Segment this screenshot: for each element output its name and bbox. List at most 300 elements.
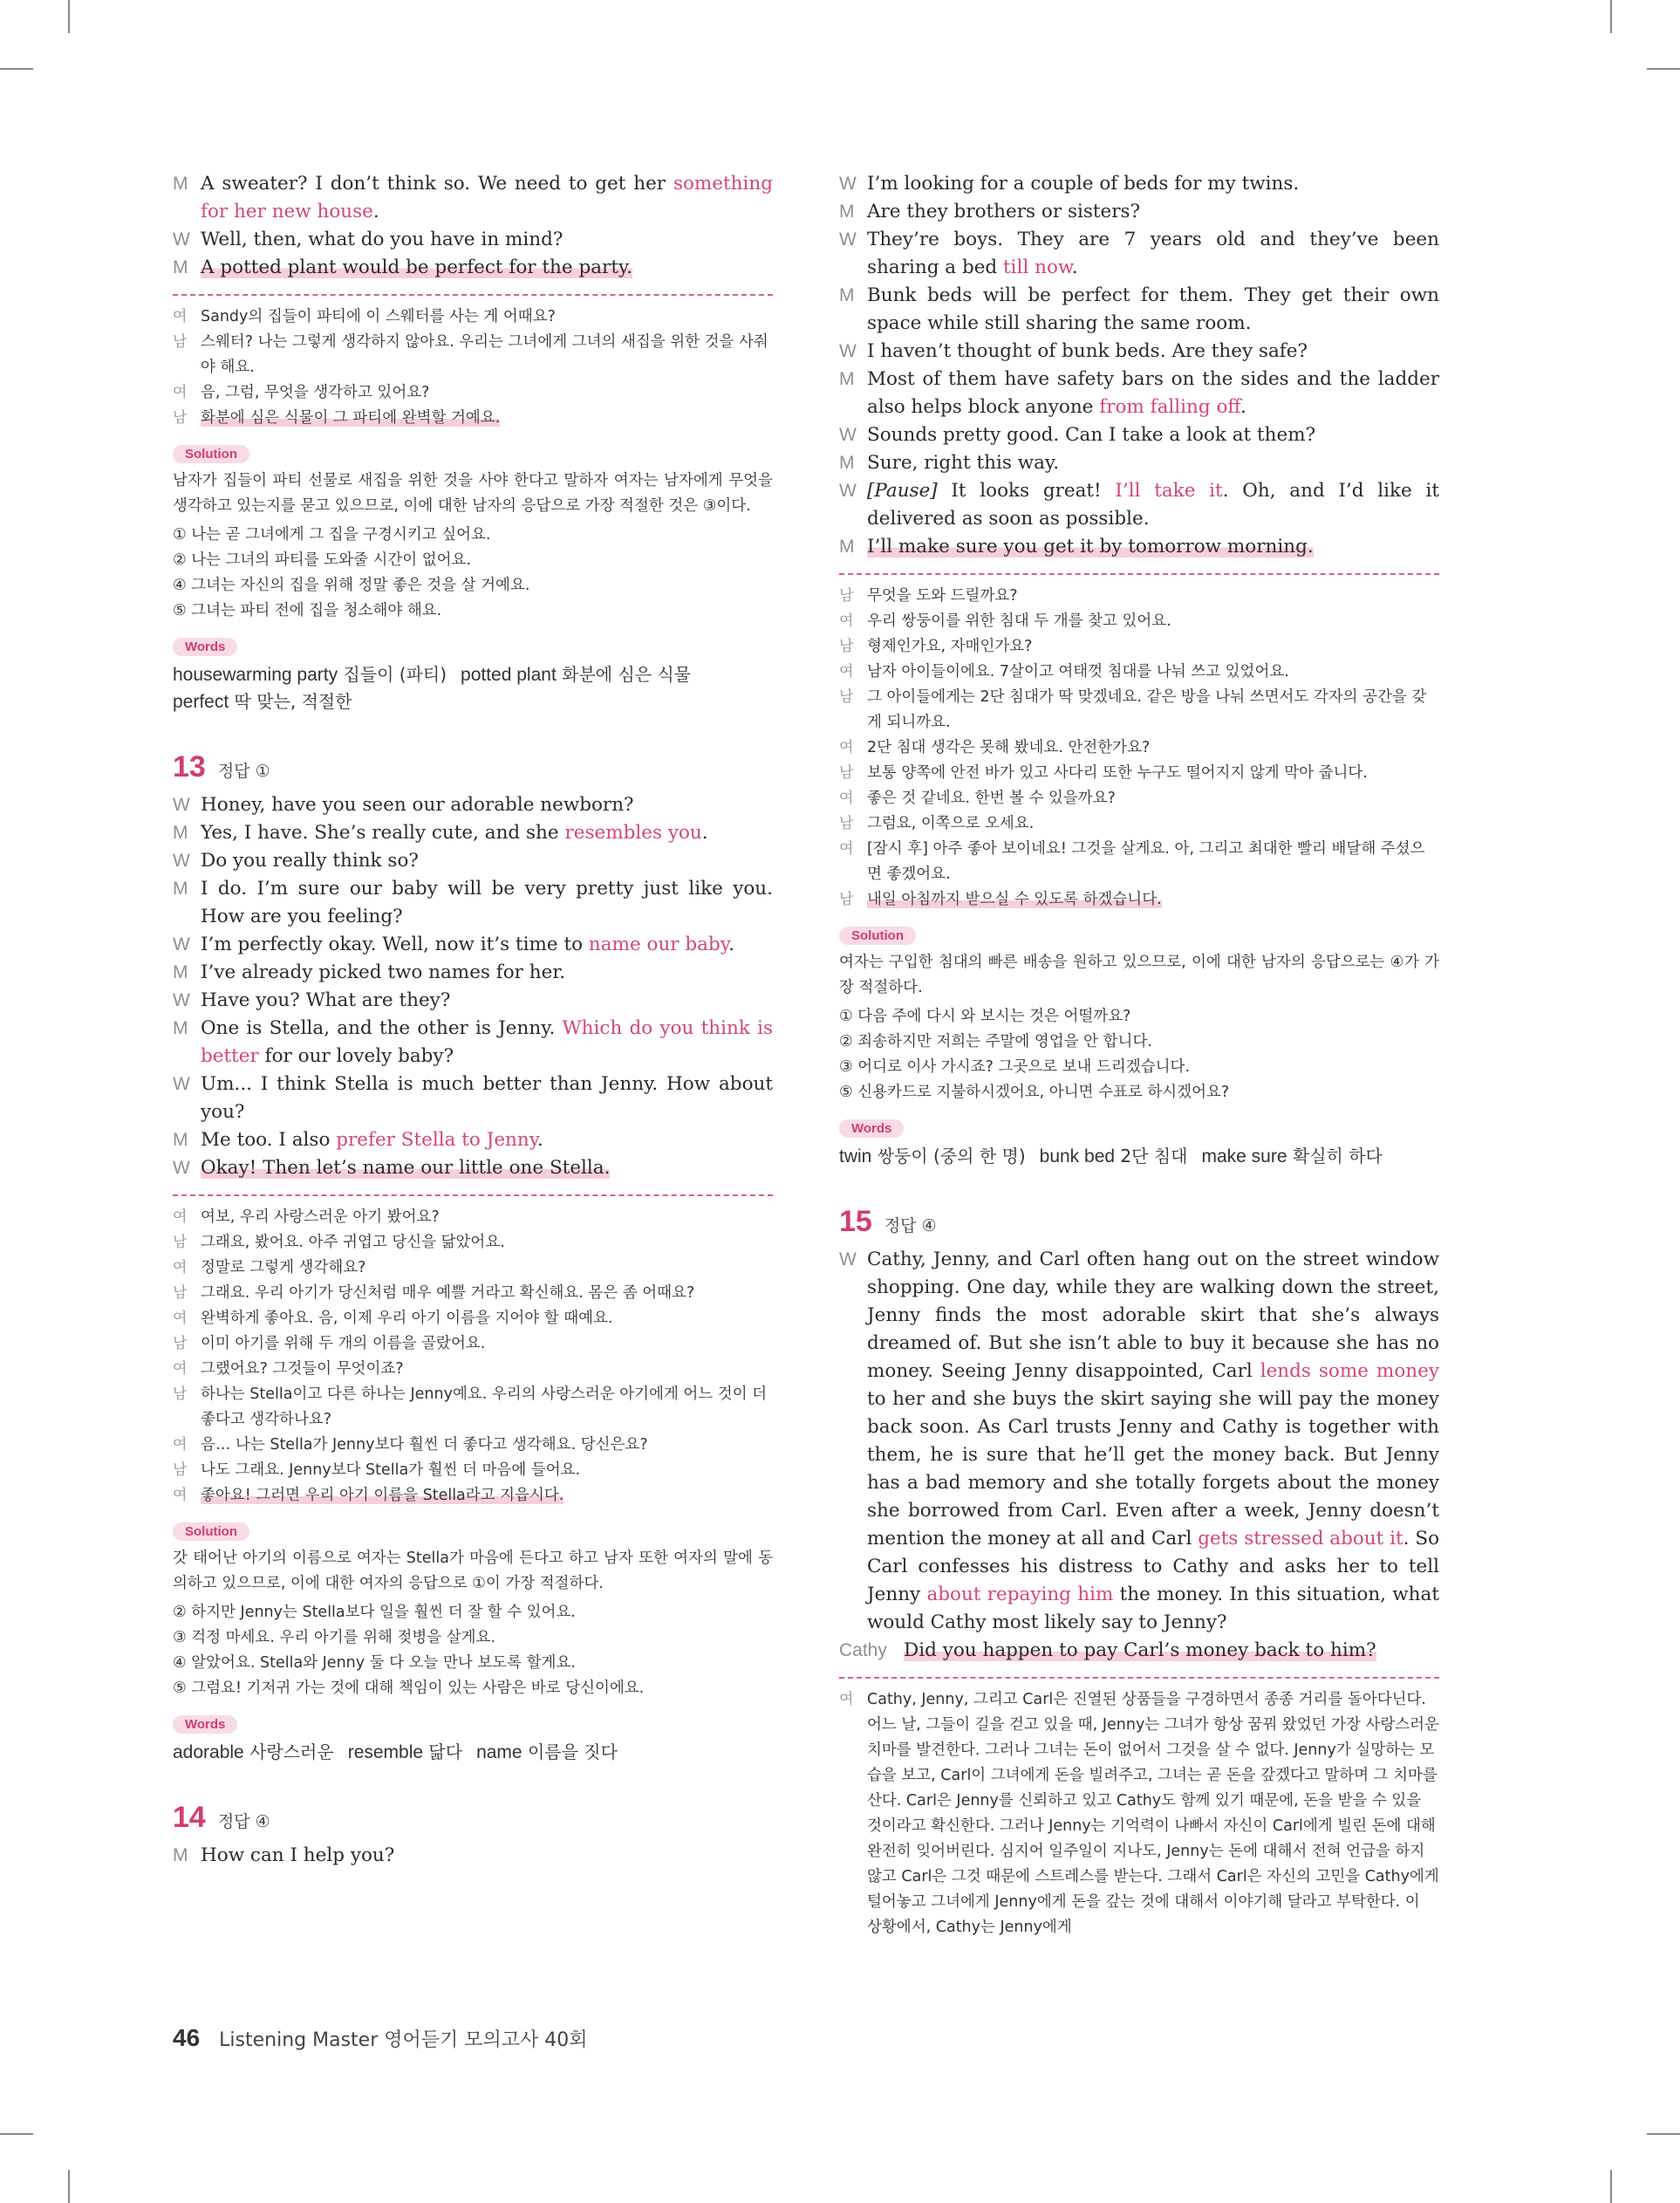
speaker-label: W xyxy=(173,990,190,1010)
translation-line xyxy=(173,406,773,431)
text-run: . Oh, and I’d like it delivered as soon as possible. xyxy=(867,480,1439,530)
blank-answer: lends some money xyxy=(1260,1360,1439,1382)
question-number: 14 xyxy=(173,1801,206,1834)
text-run: 정말로 그렇게 생각해요? xyxy=(201,1259,366,1276)
text-run: Okay! Then let’s name our little one Stella. xyxy=(201,1157,611,1179)
speaker-label: 여 xyxy=(173,1208,188,1226)
speaker-label: 여 xyxy=(173,384,188,401)
solution-tag: Solution xyxy=(173,1522,249,1541)
divider xyxy=(173,1194,773,1196)
speaker-label: 여 xyxy=(173,1360,188,1378)
dialog-text xyxy=(201,875,773,931)
text-run: Cathy, Jenny, and Carl often hang out on the street window shopping. One day, while they are walking down the street, Jenny finds the most adorable skirt that she’s always dreamed of. But she isn’t able to buy it because she has no money. Seeing Jenny disappointed, Carl xyxy=(867,1249,1439,1382)
option-item: ④ 알았어요. Stella와 Jenny 둘 다 오늘 만나 보도록 할게요. xyxy=(173,1654,576,1672)
text-run: 남자 아이들이에요. 7살이고 여태껏 침대를 나눠 쓰고 있었어요. xyxy=(867,663,1289,681)
crop-mark xyxy=(1647,2133,1680,2135)
text-run: A potted plant would be perfect for the party. xyxy=(201,257,633,278)
translation-text xyxy=(867,837,1439,887)
speaker-label: M xyxy=(839,537,855,557)
translation-line xyxy=(173,1281,773,1306)
translation-text xyxy=(867,660,1439,685)
vocab-term: make sure xyxy=(1201,1146,1287,1166)
vocab-meaning: 쌍둥이 (중의 한 명) xyxy=(871,1146,1026,1166)
text-run: 하나는 Stella이고 다른 하나는 Jenny예요. 우리의 사랑스러운 아기에게 어느 것이 더 좋다고 생각하나요? xyxy=(201,1385,768,1428)
vocab-meaning: 확실히 하다 xyxy=(1287,1146,1383,1166)
speaker-label: 여 xyxy=(839,790,854,807)
translation-text xyxy=(201,1382,773,1433)
translation-line xyxy=(173,1205,773,1230)
answer-label: 정답 ④ xyxy=(884,1216,937,1235)
blank-answer: name our baby xyxy=(588,934,729,955)
speaker-label: W xyxy=(173,851,190,871)
dialog-line xyxy=(839,421,1439,449)
dialog-line xyxy=(839,226,1439,282)
text-run: Sounds pretty good. Can I take a look at them? xyxy=(867,424,1316,446)
dialog-text xyxy=(201,931,773,959)
speaker-label: 여 xyxy=(839,663,854,681)
vocab-meaning: 딱 맞는, 적절한 xyxy=(229,691,352,712)
speaker-label: 남 xyxy=(173,1461,188,1479)
text-run: Me too. I also xyxy=(201,1129,337,1151)
vocab-item xyxy=(1201,1146,1382,1166)
q14-words xyxy=(839,1143,1439,1170)
option-item: ② 죄송하지만 저희는 주말에 영업을 안 합니다. xyxy=(839,1033,1152,1050)
words-row xyxy=(173,688,773,715)
speaker-label: M xyxy=(173,174,188,194)
speaker-label: 남 xyxy=(173,1284,188,1302)
text-run: I’m perfectly okay. Well, now it’s time to xyxy=(201,934,589,955)
text-run: They’re boys. They are 7 years old and they’ve been sharing a bed xyxy=(867,229,1439,278)
dialog-line xyxy=(173,170,773,226)
text-run: 나도 그래요. Jenny보다 Stella가 훨씬 더 마음에 들어요. xyxy=(201,1461,581,1479)
page-number: 46 xyxy=(173,2024,201,2051)
vocab-meaning: 화분에 심은 식물 xyxy=(556,664,692,685)
translation-line xyxy=(173,1382,773,1433)
dialog-line xyxy=(173,226,773,254)
text-run: 2단 침대 생각은 못해 봤네요. 안전한가요? xyxy=(867,739,1151,756)
text-run: 그럼요, 이쪽으로 오세요. xyxy=(867,815,1035,832)
translation-line xyxy=(839,786,1439,811)
crop-mark xyxy=(0,68,33,70)
translation-line xyxy=(839,735,1439,761)
text-run: 음, 그럼, 무엇을 생각하고 있어요? xyxy=(201,384,430,401)
option-item: ③ 어디로 이사 가시죠? 그곳으로 보내 드리겠습니다. xyxy=(839,1058,1191,1076)
vocab-meaning: 이름을 짓다 xyxy=(522,1741,618,1762)
text-run: Do you really think so? xyxy=(201,850,419,872)
words-tag: Words xyxy=(173,1715,237,1734)
translation-line xyxy=(839,811,1439,837)
speaker-label: 여 xyxy=(839,1691,854,1708)
question-header-14 xyxy=(173,1801,773,1835)
dialog-line xyxy=(839,477,1439,533)
speaker-label: 여 xyxy=(173,1436,188,1454)
text-run: Sure, right this way. xyxy=(867,452,1060,474)
option-item: ① 다음 주에 다시 와 보시는 것은 어떨까요? xyxy=(839,1008,1131,1025)
speaker-label: Cathy xyxy=(839,1640,887,1660)
dialog-text xyxy=(201,1071,773,1126)
blank-answer: I’ll take it xyxy=(1115,480,1223,502)
crop-mark xyxy=(1647,68,1680,70)
translation-line xyxy=(173,1357,773,1382)
speaker-label: M xyxy=(839,202,855,222)
translation-line xyxy=(839,837,1439,887)
translation-text xyxy=(201,380,773,406)
answer-label: 정답 ④ xyxy=(217,1812,270,1831)
text-run: 좋아요! 그러면 우리 아기 이름을 Stella라고 지읍시다. xyxy=(201,1487,564,1504)
speaker-label: M xyxy=(173,823,188,843)
speaker-label: W xyxy=(173,1158,190,1178)
text-run: Are they brothers or sisters? xyxy=(867,201,1141,222)
text-run: I’m looking for a couple of beds for my twins. xyxy=(867,173,1300,195)
speaker-label: W xyxy=(173,229,190,250)
question-number: 13 xyxy=(173,750,206,783)
text-run: . xyxy=(372,201,379,222)
text-run: 스웨터? 나는 그렇게 생각하지 않아요. 우리는 그녀에게 그녀의 새집을 위한 것을 사줘야 해요. xyxy=(201,333,768,376)
speaker-label: M xyxy=(173,1130,188,1150)
translation-text xyxy=(867,685,1439,735)
dialog-text xyxy=(201,819,773,847)
dialog-text xyxy=(867,282,1439,338)
dialog-text xyxy=(867,477,1439,533)
text-run: 무엇을 도와 드릴까요? xyxy=(867,587,1018,605)
translation-line xyxy=(839,1687,1439,1940)
speaker-label: 여 xyxy=(173,1487,188,1504)
translation-line xyxy=(173,1306,773,1331)
vocab-meaning: 집들이 (파티) xyxy=(338,664,447,685)
dialog-text xyxy=(201,1126,773,1154)
blank-answer: prefer Stella to Jenny xyxy=(336,1129,538,1151)
text-run: . xyxy=(701,822,708,844)
text-run: to her and she buys the skirt saying she will pay the money back soon. As Carl trusts Jenny and Cathy is together with them, he is sure that he’ll get the money back. But Jenny has a bad memory and she totally forgets about the money she borrowed from Carl. Even after a week, Jenny doesn’t mention the money at all and Carl xyxy=(867,1388,1439,1550)
q15-translation xyxy=(839,1687,1439,1940)
solution-tag: Solution xyxy=(839,927,916,945)
blank-answer: something for her new house xyxy=(201,173,773,222)
vocab-item xyxy=(173,1741,334,1762)
option-item: ① 나는 곧 그녀에게 그 집을 구경시키고 싶어요. xyxy=(173,526,491,544)
dialog-line xyxy=(173,931,773,959)
q13-solution-text: 갓 태어난 아기의 이름으로 여자는 Stella가 마음에 든다고 하고 남자 또한 여자의 말에 동의하고 있으므로, 이에 대한 여자의 응답으로 ①이 가장 적절하다. xyxy=(173,1550,773,1592)
q12-dialog xyxy=(173,170,773,282)
text-run: One is Stella, and the other is Jenny. xyxy=(201,1017,563,1039)
translation-text xyxy=(201,1483,773,1509)
translation-line xyxy=(173,1255,773,1281)
translation-text xyxy=(867,1687,1439,1940)
dialog-text xyxy=(201,170,773,226)
speaker-label: 남 xyxy=(173,333,188,351)
speaker-label: W xyxy=(839,174,857,194)
book-title: Listening Master 영어듣기 모의고사 40회 xyxy=(219,2029,588,2051)
translation-text xyxy=(201,330,773,380)
speaker-label: 남 xyxy=(839,587,854,605)
crop-mark xyxy=(0,2133,33,2135)
translation-line xyxy=(173,1331,773,1357)
translation-line xyxy=(839,887,1439,913)
vocab-term: perfect xyxy=(173,692,229,712)
question-header-15 xyxy=(839,1205,1439,1239)
text-run: . xyxy=(1071,257,1078,278)
vocab-item xyxy=(173,691,352,712)
dialog-text xyxy=(201,226,773,254)
speaker-label: W xyxy=(173,1074,190,1094)
text-run: Cathy, Jenny, 그리고 Carl은 진열된 상품들을 구경하면서 종종 거리를 돌아다닌다. 어느 날, 그들이 길을 걷고 있을 때, Jenny는 그녀가 항상 꿈꿔 왔었던 가장 사랑스러운 치마를 발견한다. 그러나 그녀는 돈이 없어서 그것을 살 수 없다. Jenny가 실망하는 모습을 보고, Carl이 그녀에게 돈을 빌려주고, 그녀는 곧 돈을 갚겠다고 말하며 그 치마를 산다. Carl은 Jenny를 신뢰하고 있고 Cathy도 함께 있기 때문에, 돈을 받을 수 있을 것이라고 확신한다. 그러나 Jenny는 기억력이 나빠서 자신이 Carl에게 빌린 돈에 대해 완전히 잊어버린다. 심지어 일주일이 지나도, Jenny는 돈에 대해서 전혀 언급을 하지 않고 Carl은 그것 때문에 스트레스를 받는다. 그래서 Carl은 자신의 고민을 Cathy에게 털어놓고 그녀에게 Jenny에게 돈을 갚는 것에 대해서 이야기해 달라고 부탁한다. 이 상황에서, Cathy는 Jenny에게 xyxy=(867,1691,1439,1936)
dialog-line xyxy=(839,338,1439,366)
translation-text xyxy=(867,735,1439,761)
text-run: I do. I’m sure our baby will be very pretty just like you. How are you feeling? xyxy=(201,878,773,927)
text-run: Yes, I have. She’s really cute, and she xyxy=(201,822,565,844)
q14-options xyxy=(839,1004,1439,1105)
text-run: Um... I think Stella is much better than Jenny. How about you? xyxy=(201,1073,773,1123)
crop-mark xyxy=(68,0,70,33)
dialog-text xyxy=(867,226,1439,282)
translation-line xyxy=(173,380,773,406)
dialog-line xyxy=(173,1154,773,1182)
text-run: 화분에 심은 식물이 그 파티에 완벽할 거예요. xyxy=(201,409,501,427)
text-run: Most of them have safety bars on the sides and the ladder also helps block anyone xyxy=(867,368,1439,418)
text-run: . So Carl confesses his distress to Cathy and asks her to tell Jenny xyxy=(867,1528,1440,1605)
vocab-meaning: 2단 침대 xyxy=(1115,1146,1188,1166)
text-run: 여보, 우리 사랑스러운 아기 봤어요? xyxy=(201,1208,440,1226)
speaker-label: 여 xyxy=(173,308,188,325)
translation-text xyxy=(867,786,1439,811)
answer-label: 정답 ① xyxy=(217,762,270,781)
vocab-item xyxy=(348,1741,462,1762)
speaker-label: 남 xyxy=(839,638,854,655)
q14-translation xyxy=(839,584,1439,913)
question-header-13 xyxy=(173,750,773,784)
text-run: 그래요. 우리 아기가 당신처럼 매우 예쁠 거라고 확신해요. 몸은 좀 어때요? xyxy=(201,1284,695,1302)
dialog-line xyxy=(839,1246,1439,1637)
speaker-label: 남 xyxy=(839,815,854,832)
translation-text xyxy=(867,634,1439,660)
dialog-line xyxy=(173,847,773,875)
vocab-term: potted plant xyxy=(461,665,557,685)
dialog-line xyxy=(839,533,1439,561)
dialog-line xyxy=(839,282,1439,338)
dialog-text xyxy=(867,170,1439,198)
speaker-label: 남 xyxy=(839,891,854,908)
dialog-line xyxy=(173,875,773,931)
speaker-label: M xyxy=(173,1845,188,1865)
text-run: 그랬어요? 그것들이 무엇이죠? xyxy=(201,1360,404,1378)
vocab-term: housewarming party xyxy=(173,665,338,685)
option-item: ② 하지만 Jenny는 Stella보다 일을 훨씬 더 잘 할 수 있어요. xyxy=(173,1604,576,1621)
translation-text xyxy=(867,584,1439,609)
text-run: I’ll make sure you get it by tomorrow morning. xyxy=(867,536,1314,558)
translation-text xyxy=(867,811,1439,837)
text-run: I’ve already picked two names for her. xyxy=(201,961,566,983)
option-item: ④ 그녀는 자신의 집을 위해 정말 좋은 것을 살 거예요. xyxy=(173,577,530,594)
text-run: It looks great! xyxy=(937,480,1116,502)
words-row xyxy=(173,661,773,688)
right-column xyxy=(839,170,1439,1940)
speaker-label: M xyxy=(839,369,855,389)
crop-mark xyxy=(1610,0,1612,33)
dialog-line xyxy=(173,1015,773,1071)
q14-solution-text: 여자는 구입한 침대의 빠른 배송을 원하고 있으므로, 이에 대한 남자의 응답으로는 ④가 가장 적절하다. xyxy=(839,954,1439,996)
q12-solution-text: 남자가 집들이 파티 선물로 새집을 위한 것을 사야 한다고 말하자 여자는 남자에게 무엇을 생각하고 있는지를 묻고 있으므로, 이에 대한 남자의 응답으로 가장 적절한 것은 ③이다. xyxy=(173,472,773,515)
translation-text xyxy=(201,1433,773,1458)
text-run: I haven’t thought of bunk beds. Are they safe? xyxy=(867,340,1308,362)
text-run: 내일 아침까지 받으실 수 있도록 하겠습니다. xyxy=(867,891,1162,908)
text-run: Well, then, what do you have in mind? xyxy=(201,229,563,250)
vocab-meaning: 닮다 xyxy=(423,1741,463,1762)
translation-text xyxy=(201,1458,773,1483)
translation-line xyxy=(173,1458,773,1483)
speaker-label: W xyxy=(839,481,857,501)
text-run: 우리 쌍둥이를 위한 침대 두 개를 찾고 있어요. xyxy=(867,612,1171,630)
q13-words xyxy=(173,1739,773,1766)
translation-text xyxy=(201,1281,773,1306)
text-run: Sandy의 집들이 파티에 이 스웨터를 사는 게 어때요? xyxy=(201,308,556,325)
text-run: Bunk beds will be perfect for them. They get their own space while still sharing the same room. xyxy=(867,284,1439,334)
blank-answer: Which do you think is better xyxy=(201,1017,773,1067)
divider xyxy=(839,573,1439,575)
translation-line xyxy=(839,685,1439,735)
option-item: ⑤ 신용카드로 지불하시겠어요, 아니면 수표로 하시겠어요? xyxy=(839,1084,1230,1101)
option-item: ⑤ 그녀는 파티 전에 집을 청소해야 해요. xyxy=(173,602,442,619)
blank-answer: gets stressed about it xyxy=(1198,1528,1403,1550)
translation-text xyxy=(201,1255,773,1281)
speaker-label: W xyxy=(839,229,857,250)
dialog-text xyxy=(867,421,1439,449)
dialog-text xyxy=(904,1637,1439,1665)
translation-line xyxy=(839,609,1439,634)
dialog-text xyxy=(201,847,773,875)
speaker-label: M xyxy=(839,453,855,473)
dialog-line xyxy=(173,1126,773,1154)
divider xyxy=(839,1677,1439,1679)
dialog-text xyxy=(867,449,1439,477)
q12-words xyxy=(173,661,773,715)
dialog-line xyxy=(173,791,773,819)
vocab-term: bunk bed xyxy=(1039,1146,1116,1166)
text-run: Have you? What are they? xyxy=(201,989,451,1011)
q14-dialog xyxy=(839,170,1439,561)
translation-text xyxy=(201,1230,773,1255)
vocab-item xyxy=(461,664,691,685)
speaker-label: M xyxy=(173,257,188,277)
translation-line xyxy=(839,584,1439,609)
text-run: 완벽하게 좋아요. 음, 이제 우리 아기 이름을 지어야 할 때예요. xyxy=(201,1310,613,1327)
speaker-label: M xyxy=(173,962,188,982)
speaker-label: M xyxy=(173,1018,188,1038)
vocab-term: resemble xyxy=(347,1742,424,1762)
left-column xyxy=(173,170,773,1870)
translation-line xyxy=(839,660,1439,685)
text-run: [Pause] xyxy=(867,480,938,502)
translation-line xyxy=(173,1483,773,1509)
translation-text xyxy=(867,609,1439,634)
vocab-item xyxy=(839,1146,1026,1166)
dialog-line xyxy=(839,449,1439,477)
text-run: Did you happen to pay Carl’s money back to him? xyxy=(904,1639,1376,1661)
dialog-line xyxy=(839,198,1439,226)
dialog-text xyxy=(201,1842,773,1870)
translation-line xyxy=(839,634,1439,660)
dialog-line xyxy=(173,1071,773,1126)
translation-text xyxy=(867,887,1439,913)
speaker-label: 남 xyxy=(173,1385,188,1403)
text-run: 음… 나는 Stella가 Jenny보다 훨씬 더 좋다고 생각해요. 당신은요? xyxy=(201,1436,648,1454)
speaker-label: W xyxy=(173,795,190,815)
text-run: Honey, have you seen our adorable newborn? xyxy=(201,794,634,816)
dialog-text xyxy=(201,254,773,282)
crop-mark xyxy=(1610,2170,1612,2203)
speaker-label: 남 xyxy=(839,688,854,706)
dialog-text xyxy=(201,959,773,987)
vocab-item xyxy=(173,664,447,685)
speaker-label: 남 xyxy=(173,1234,188,1251)
text-run: 보통 양쪽에 안전 바가 있고 사다리 또한 누구도 떨어지지 않게 막아 줍니다. xyxy=(867,764,1368,782)
dialog-text xyxy=(201,791,773,819)
blank-answer: from falling off xyxy=(1099,396,1240,418)
text-run: 좋은 것 같네요. 한번 볼 수 있을까요? xyxy=(867,790,1116,807)
dialog-text xyxy=(867,366,1439,421)
speaker-label: 여 xyxy=(839,840,854,858)
speaker-label: M xyxy=(839,285,855,305)
speaker-label: W xyxy=(839,1249,857,1269)
dialog-line xyxy=(173,254,773,282)
speaker-label: W xyxy=(839,425,857,445)
option-item: ③ 걱정 마세요. 우리 아기를 위해 젖병을 살게요. xyxy=(173,1629,496,1646)
page-footer xyxy=(173,2024,587,2052)
dialog-line xyxy=(173,959,773,987)
blank-answer: resembles you xyxy=(564,822,702,844)
text-run: [잠시 후] 아주 좋아 보이네요! 그것을 살게요. 아, 그리고 최대한 빨리 배달해 주셨으면 좋겠어요. xyxy=(867,840,1425,883)
q13-options xyxy=(173,1600,773,1701)
translation-line xyxy=(173,1433,773,1458)
q12-options xyxy=(173,523,773,624)
dialog-line xyxy=(173,819,773,847)
translation-text xyxy=(201,1357,773,1382)
vocab-meaning: 사랑스러운 xyxy=(243,1741,334,1762)
speaker-label: W xyxy=(173,934,190,954)
blank-answer: till now xyxy=(1003,257,1072,278)
dialog-text xyxy=(201,1015,773,1071)
vocab-item xyxy=(476,1741,618,1762)
text-run: A sweater? I don’t think so. We need to get her xyxy=(201,173,673,195)
speaker-label: W xyxy=(839,341,857,361)
vocab-term: adorable xyxy=(173,1742,244,1762)
crop-mark xyxy=(68,2170,70,2203)
q13-translation xyxy=(173,1205,773,1509)
dialog-line xyxy=(173,1842,773,1870)
speaker-label: M xyxy=(173,879,188,899)
dialog-text xyxy=(867,338,1439,366)
translation-text xyxy=(201,304,773,330)
dialog-line xyxy=(839,170,1439,198)
speaker-label: 남 xyxy=(173,1335,188,1352)
text-run: 형제인가요, 자매인가요? xyxy=(867,638,1033,655)
dialog-text xyxy=(867,533,1439,561)
translation-text xyxy=(201,406,773,431)
solution-tag: Solution xyxy=(173,445,249,463)
text-run: . xyxy=(537,1129,543,1151)
text-run: the money. In this situation, what would Cathy most likely say to Jenny? xyxy=(867,1584,1439,1633)
dialog-text xyxy=(867,198,1439,226)
text-run: 그래요, 봤어요. 아주 귀엽고 당신을 닮았어요. xyxy=(201,1234,505,1251)
speaker-label: 남 xyxy=(839,764,854,782)
blank-answer: about repaying him xyxy=(926,1584,1114,1605)
dialog-text xyxy=(867,1246,1439,1637)
question-number: 15 xyxy=(839,1205,872,1238)
translation-line xyxy=(173,1230,773,1255)
words-tag: Words xyxy=(173,638,237,656)
q13-dialog xyxy=(173,791,773,1182)
text-run: 이미 아기를 위해 두 개의 이름을 골랐어요. xyxy=(201,1335,486,1352)
speaker-label: 여 xyxy=(173,1259,188,1276)
speaker-label: 남 xyxy=(173,409,188,427)
